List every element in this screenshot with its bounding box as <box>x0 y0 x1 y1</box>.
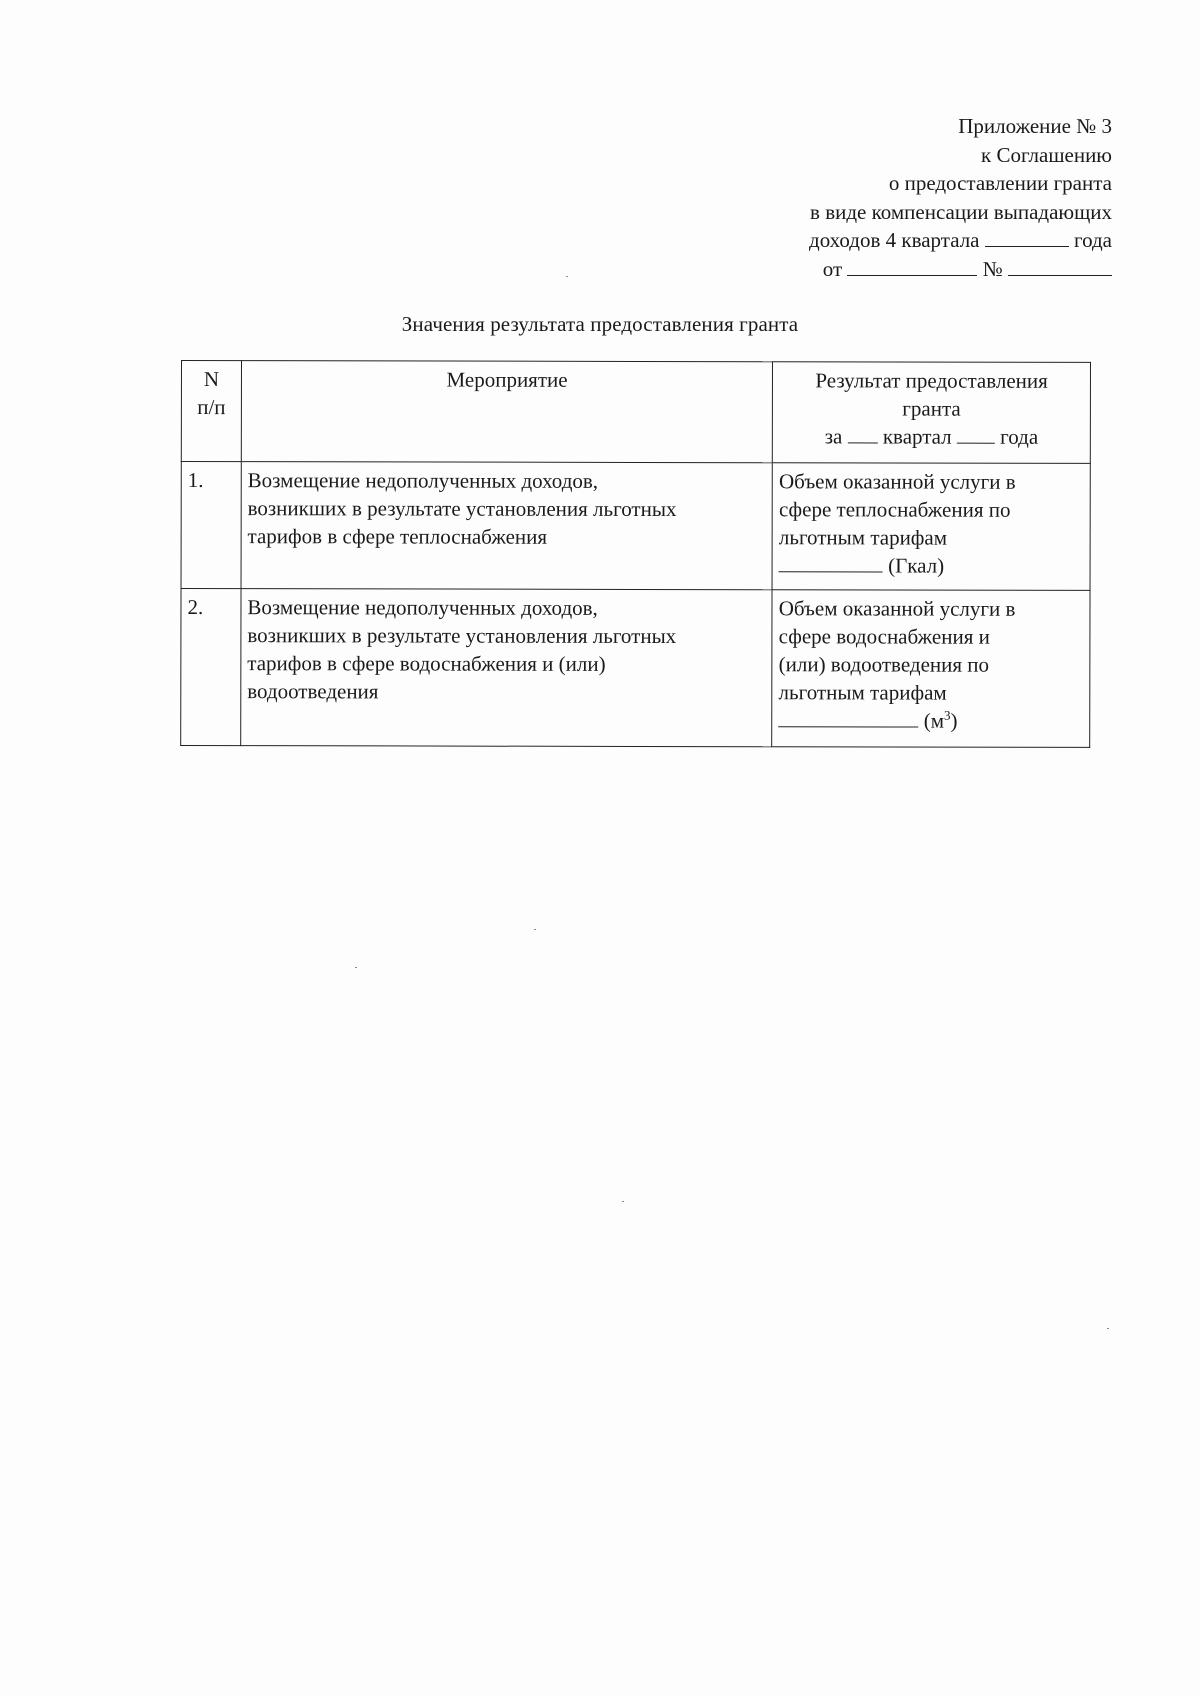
result-text: (или) водоотведения по <box>778 652 990 677</box>
year-blank <box>957 423 995 444</box>
appendix-text: доходов 4 квартала <box>809 228 980 252</box>
row-number: 2. <box>181 589 241 746</box>
result-text: Объем оказанной услуги в <box>778 469 1016 494</box>
result-unit-line <box>778 706 1083 735</box>
appendix-line: Приложение № 3 <box>958 114 1112 138</box>
result-unit-line <box>779 551 1084 580</box>
result-text: Объем оказанной услуги в <box>778 596 1016 621</box>
number-blank <box>1008 255 1112 276</box>
header-text: гранта <box>902 396 961 421</box>
grant-results-table <box>180 360 1091 748</box>
event-text: тарифов в сфере теплоснабжения <box>247 524 548 549</box>
header-cell-number <box>181 361 241 462</box>
header-text: N <box>203 367 220 392</box>
appendix-text: года <box>1074 228 1112 252</box>
unit-text: (м <box>923 708 945 733</box>
appendix-line-date-number <box>809 255 1112 284</box>
result-text: сфере водоснабжения и <box>778 624 990 649</box>
unit-superscript: 3 <box>944 707 951 723</box>
date-blank <box>847 255 977 276</box>
header-text: п/п <box>197 395 226 420</box>
table-header-row <box>181 361 1090 464</box>
appendix-header <box>809 112 1112 283</box>
header-cell-result <box>773 362 1091 464</box>
header-text: Результат предоставления <box>815 368 1048 393</box>
table-row <box>181 462 1090 591</box>
header-text: Мероприятие <box>446 367 568 392</box>
unit-text: ) <box>950 708 958 733</box>
event-text: возникших в результате установления льготных <box>247 623 677 649</box>
row-result <box>772 590 1090 748</box>
year-blank <box>985 226 1069 247</box>
row-event <box>241 462 773 590</box>
value-blank <box>778 706 918 727</box>
appendix-line-year <box>809 226 1112 255</box>
appendix-line: к Соглашению <box>981 142 1112 167</box>
header-text: за <box>824 424 843 449</box>
appendix-text: от <box>822 256 843 281</box>
scan-speck <box>534 929 536 930</box>
event-text: Возмещение недополученных доходов, <box>247 468 599 493</box>
result-text: льготным тарифам <box>778 525 948 550</box>
header-text: года <box>1000 424 1039 449</box>
row-event <box>241 589 773 747</box>
result-text: льготным тарифам <box>778 680 947 705</box>
event-text: возникших в результате установления льготных <box>247 496 677 522</box>
header-cell-event <box>241 361 773 463</box>
appendix-line: о предоставлении гранта <box>888 171 1112 195</box>
row-number: 1. <box>181 462 241 589</box>
appendix-text: № <box>982 256 1003 281</box>
header-period-line <box>779 422 1084 451</box>
scan-speck <box>622 1201 624 1202</box>
scan-speck <box>566 276 568 277</box>
event-text: тарифов в сфере водоснабжения и (или) <box>247 651 606 676</box>
result-unit <box>924 709 958 733</box>
row-result <box>772 463 1090 591</box>
result-unit: (Гкал) <box>888 553 945 578</box>
table-row <box>181 589 1090 748</box>
appendix-line: в виде компенсации выпадающих <box>810 199 1112 224</box>
value-blank <box>779 551 883 572</box>
document-title: Значения результата предоставления гранта <box>401 312 799 336</box>
header-text: квартал <box>882 424 952 449</box>
result-text: сфере теплоснабжения по <box>778 497 1011 522</box>
event-text: Возмещение недополученных доходов, <box>247 595 598 620</box>
scan-speck <box>355 967 357 968</box>
event-text: водоотведения <box>247 679 379 704</box>
quarter-blank <box>848 422 878 443</box>
scan-speck <box>1107 1328 1109 1329</box>
